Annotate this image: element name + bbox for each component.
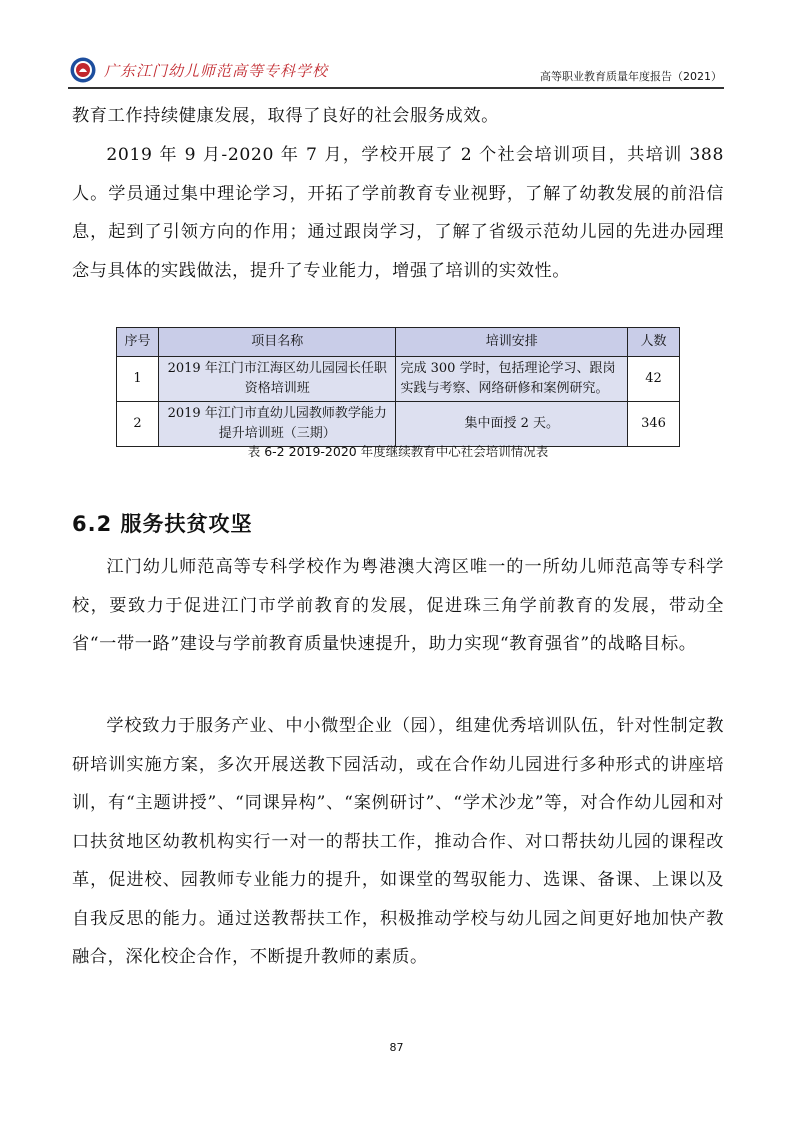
cell-name: 2019 年江门市江海区幼儿园园长任职资格培训班 — [158, 357, 396, 402]
cell-count: 42 — [628, 357, 680, 402]
table-caption: 表 6-2 2019-2020 年度继续教育中心社会培训情况表 — [247, 444, 549, 459]
header-seq: 序号 — [117, 328, 159, 357]
cell-seq: 1 — [117, 357, 159, 402]
header-count: 人数 — [628, 328, 680, 357]
cell-arrangement: 集中面授 2 天。 — [396, 402, 628, 447]
page-header — [68, 52, 724, 88]
cell-seq: 2 — [117, 402, 159, 447]
report-title: 高等职业教育质量年度报告（2021） — [540, 70, 722, 83]
header-arrangement: 培训安排 — [396, 328, 628, 357]
cell-name: 2019 年江门市直幼儿园教师教学能力提升培训班（三期） — [158, 402, 396, 447]
paragraph-training-summary: 2019 年 9 月-2020 年 7 月，学校开展了 2 个社会培训项目，共培训 388 人。学员通过集中理论学习，开拓了学前教育专业视野，了解了幼教发展的前沿信息，起到了引领方向的作用；通过跟岗学习，了解了省级示范幼儿园的先进办园理念与具体的实践做法，提升了专业能力，增强了培训的实效性。 — [72, 145, 724, 281]
school-logo-icon — [70, 57, 96, 83]
header-divider — [68, 87, 724, 89]
table-row — [117, 402, 680, 447]
cell-arrangement: 完成 300 学时，包括理论学习、跟岗实践与考察、网络研修和案例研究。 — [396, 357, 628, 402]
header-name: 项目名称 — [158, 328, 396, 357]
paragraph-continuation: 教育工作持续健康发展，取得了良好的社会服务成效。 — [72, 106, 499, 126]
table-row — [117, 357, 680, 402]
paragraph-service: 学校致力于服务产业、中小微型企业（园），组建优秀培训队伍，针对性制定教研培训实施方案，多次开展送教下园活动，或在合作幼儿园进行多种形式的讲座培训，有“主题讲授”、“同课异构”、“案例研讨”、“学术沙龙”等，对合作幼儿园和对口扶贫地区幼教机构实行一对一的帮扶工作，推动合作、对口帮扶幼儿园的课程改革，促进校、园教师专业能力的提升，如课堂的驾驭能力、选课、备课、上课以及自我反思的能力。通过送教帮扶工作，积极推动学校与幼儿园之间更好地加快产教融合，深化校企合作，不断提升教师的素质。 — [72, 716, 724, 967]
training-table — [116, 327, 680, 447]
cell-count: 346 — [628, 402, 680, 447]
page-number: 87 — [389, 1041, 404, 1054]
paragraph-goal: 江门幼儿师范高等专科学校作为粤港澳大湾区唯一的一所幼儿师范高等专科学校，要致力于促进江门市学前教育的发展，促进珠三角学前教育的发展，带动全省“一带一路”建设与学前教育质量快速提升，助力实现“教育强省”的战略目标。 — [72, 557, 724, 654]
section-title: 6.2 服务扶贫攻坚 — [72, 512, 253, 536]
table-header-row — [117, 328, 680, 357]
school-name: 广东江门幼儿师范高等专科学校 — [104, 62, 329, 80]
